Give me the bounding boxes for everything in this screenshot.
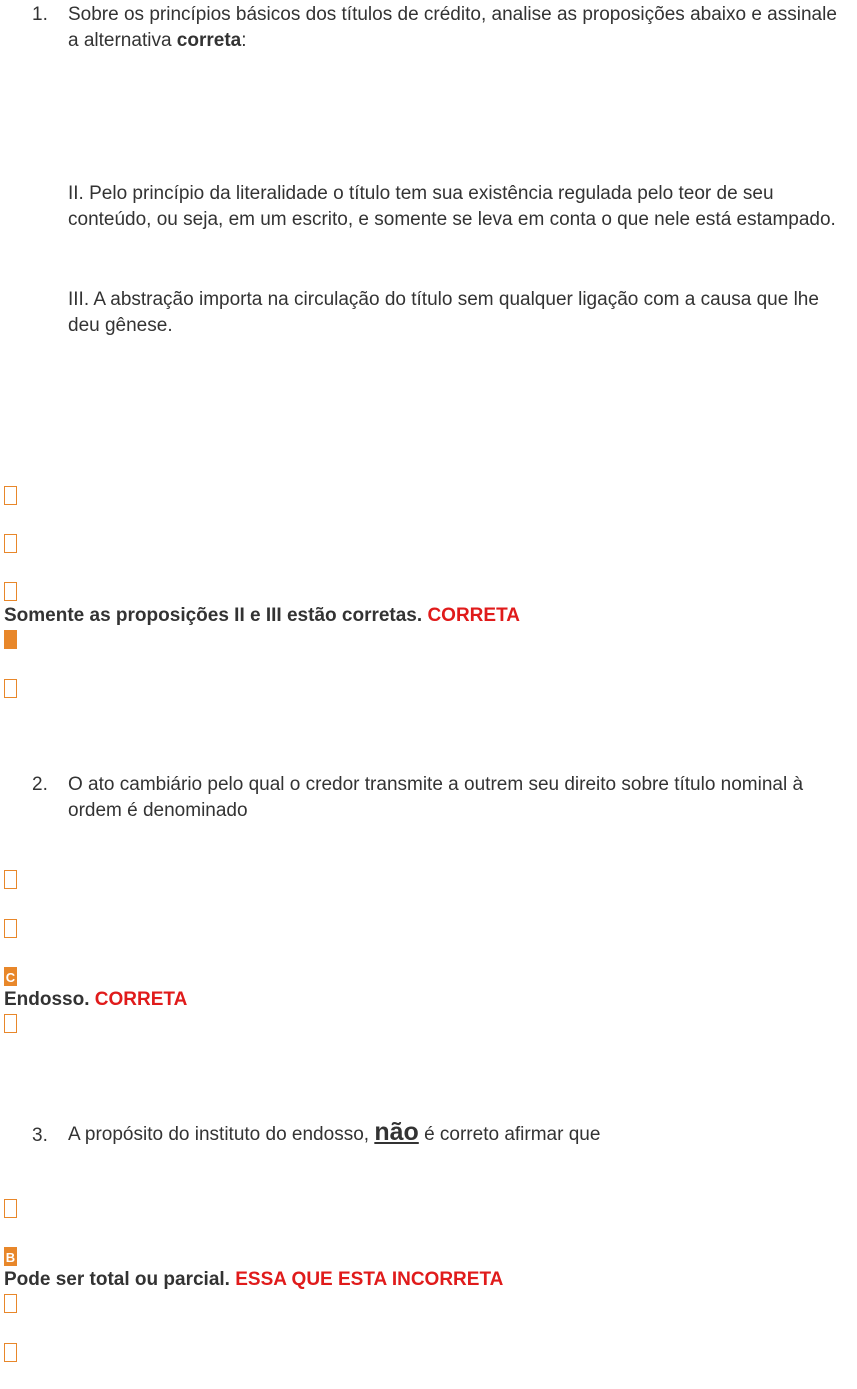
q3-answer bbox=[4, 1268, 503, 1292]
q1-option-checkbox[interactable] bbox=[4, 486, 17, 505]
q1-stem-after: : bbox=[241, 30, 247, 51]
q1-stem-bold: correta bbox=[176, 30, 242, 51]
q1-number: 1. bbox=[32, 4, 48, 25]
q3-option-checkbox[interactable] bbox=[4, 1343, 17, 1362]
q1-option-checkbox[interactable] bbox=[4, 582, 17, 601]
q3-answer-text: Pode ser total ou parcial. bbox=[4, 1269, 230, 1290]
q2-option-checkbox[interactable] bbox=[4, 1014, 17, 1033]
q3-stem-emphasis: não bbox=[374, 1118, 419, 1146]
q1-answer bbox=[4, 604, 520, 628]
q3-option-checkbox[interactable] bbox=[4, 1294, 17, 1313]
q2-option-checkbox[interactable] bbox=[4, 919, 17, 938]
q1-option-checkbox[interactable] bbox=[4, 534, 17, 553]
q1-option-checkbox[interactable] bbox=[4, 679, 17, 698]
q3-answer-tag: ESSA QUE ESTA INCORRETA bbox=[235, 1269, 504, 1290]
q3-number: 3. bbox=[32, 1125, 48, 1146]
q3-stem-after: é correto afirmar que bbox=[424, 1124, 601, 1145]
q2-answer-text: Endosso. bbox=[4, 989, 90, 1010]
q1-proposition-3: III. A abstração importa na circulação do título sem qualquer ligação com a causa que lhe deu gênese. bbox=[68, 289, 819, 336]
q2-answer bbox=[4, 988, 187, 1012]
q1-selected-option[interactable] bbox=[4, 630, 17, 649]
q3-option-checkbox[interactable] bbox=[4, 1199, 17, 1218]
q3-answer-letter[interactable]: B bbox=[4, 1247, 17, 1266]
q1-answer-tag: CORRETA bbox=[427, 605, 520, 626]
q1-stem-text: Sobre os princípios básicos dos títulos de crédito, analise as proposições abaixo e assinale a alternativa bbox=[68, 4, 837, 51]
q1-stem bbox=[68, 2, 848, 54]
q2-stem: O ato cambiário pelo qual o credor transmite a outrem seu direito sobre título nominal à ordem é denominado bbox=[68, 774, 804, 821]
q2-number: 2. bbox=[32, 774, 48, 795]
q1-answer-text: Somente as proposições II e III estão corretas. bbox=[4, 605, 423, 626]
q3-stem-text: A propósito do instituto do endosso, bbox=[68, 1124, 370, 1145]
q1-proposition-2: II. Pelo princípio da literalidade o título tem sua existência regulada pelo teor de seu conteúdo, ou seja, em um escrito, e somente se leva em conta o que nele está estampado. bbox=[68, 183, 836, 230]
q2-answer-tag: CORRETA bbox=[94, 989, 188, 1010]
q3-stem bbox=[68, 1119, 828, 1148]
q2-answer-letter[interactable]: C bbox=[4, 967, 17, 986]
q2-option-checkbox[interactable] bbox=[4, 870, 17, 889]
